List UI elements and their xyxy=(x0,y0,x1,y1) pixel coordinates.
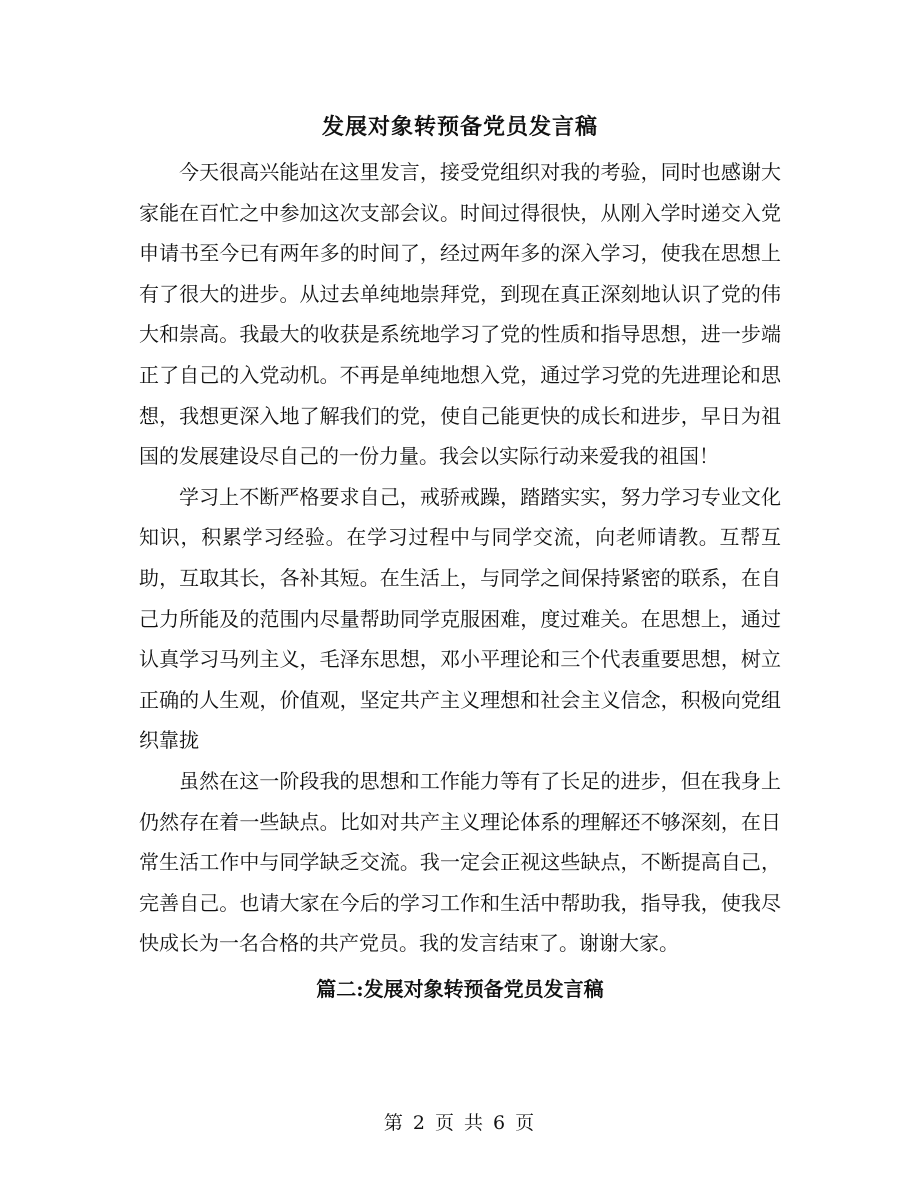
paragraph-3: 虽然在这一阶段我的思想和工作能力等有了长足的进步，但在我身上仍然存在着一些缺点。比如对共产主义理论体系的理解还不够深刻，在日常生活工作中与同学缺乏交流。我一定会正视这些缺点，不断提高自己，完善自己。也请大家在今后的学习工作和生活中帮助我，指导我，使我尽快成长为一名合格的共产党员。我的发言结束了。谢谢大家。 xyxy=(139,768,781,956)
document-title: 发展对象转预备党员发言稿 xyxy=(321,114,598,140)
paragraph-2: 学习上不断严格要求自己，戒骄戒躁，踏踏实实，努力学习专业文化知识，积累学习经验。在学习过程中与同学交流，向老师请教。互帮互助，互取其长，各补其短。在生活上，与同学之间保持紧密的联系，在自己力所能及的范围内尽量帮助同学克服困难，度过难关。在思想上，通过认真学习马列主义，毛泽东思想，邓小平理论和三个代表重要思想，树立正确的人生观，价值观，坚定共产主义理想和社会主义信念，积极向党组织靠拢 xyxy=(139,484,781,753)
section-subtitle: 篇二:发展对象转预备党员发言稿 xyxy=(316,976,604,1001)
paragraph-1: 今天很高兴能站在这里发言，接受党组织对我的考验，同时也感谢大家能在百忙之中参加这次支部会议。时间过得很快，从刚入学时递交入党申请书至今已有两年多的时间了，经过两年多的深入学习，使我在思想上有了很大的进步。从过去单纯地崇拜党，到现在真正深刻地认识了党的伟大和崇高。我最大的收获是系统地学习了党的性质和指导思想，进一步端正了自己的入党动机。不再是单纯地想入党，通过学习党的先进理论和思想，我想更深入地了解我们的党，使自己能更快的成长和进步，早日为祖国的发展建设尽自己的一份力量。我会以实际行动来爱我的祖国！ xyxy=(139,160,781,469)
page-number-footer: 第 2 页 共 6 页 xyxy=(383,1112,537,1134)
document-body xyxy=(139,102,781,1014)
